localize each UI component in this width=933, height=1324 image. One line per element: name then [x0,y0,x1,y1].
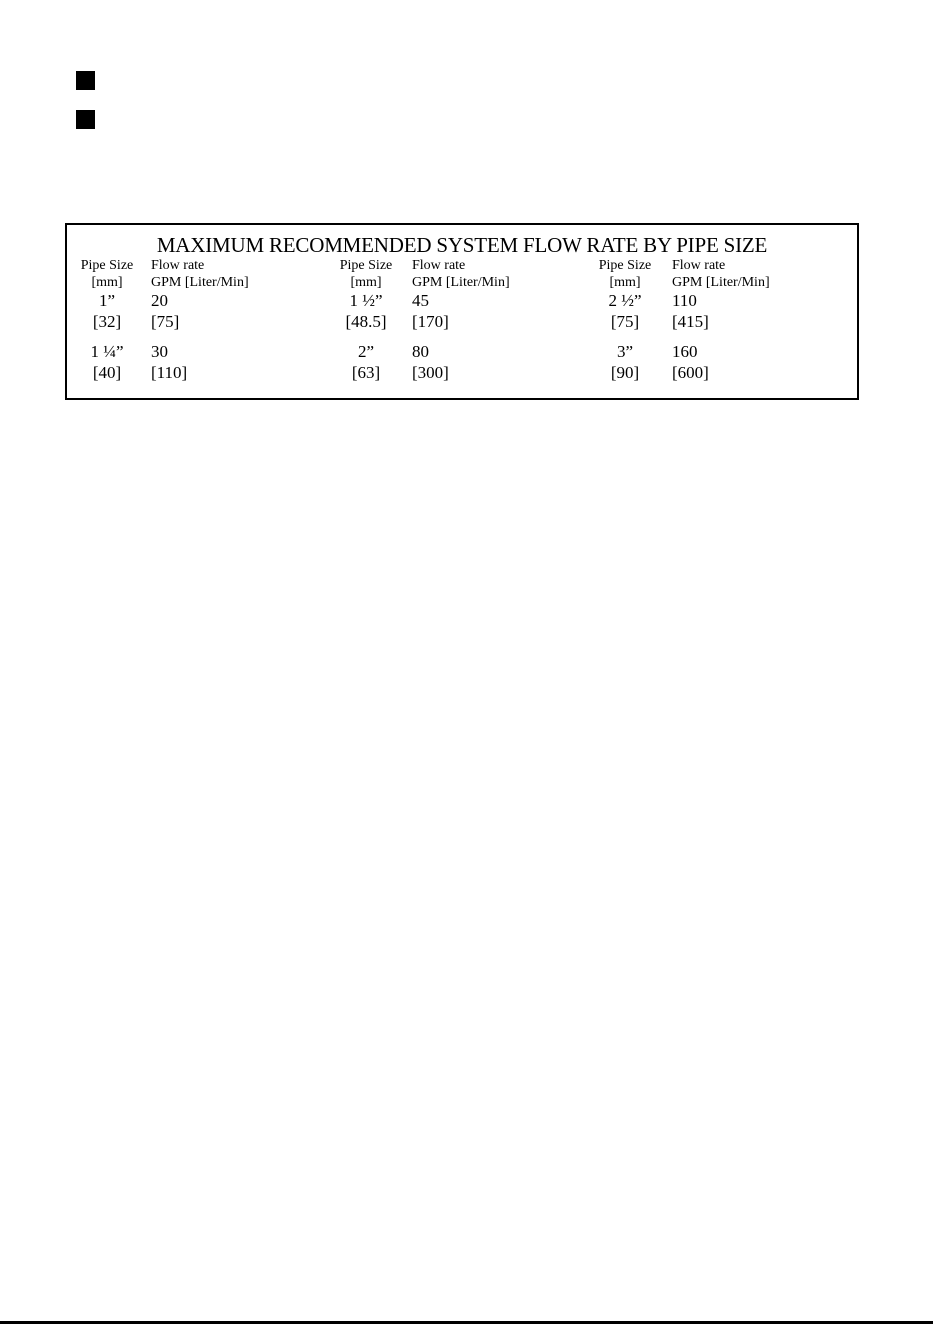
flow-gpm-value: 80 [412,342,429,361]
flow-gpm-value: 110 [672,291,697,310]
flow-rate-unit-header: GPM [Liter/Min] [151,275,249,290]
pipe-size-mm-value: [48.5] [345,312,387,331]
flow-lpm-value: [415] [672,312,709,331]
pipe-size-value: 2” [357,342,375,361]
flow-lpm-value: [110] [151,363,188,382]
pipe-size-value: 2 ½” [608,291,642,310]
pipe-size-mm-value: [75] [610,312,640,331]
pipe-size-unit-header: [mm] [350,275,382,290]
flow-rate-unit-header: GPM [Liter/Min] [412,275,510,290]
pipe-size-value: 1” [98,291,116,310]
pipe-size-unit-header: [mm] [609,275,641,290]
flow-gpm-value: 160 [672,342,698,361]
pipe-size-value: 3” [616,342,634,361]
flow-gpm-value: 30 [151,342,168,361]
flow-rate-header: Flow rate [412,258,466,273]
pipe-size-value: 1 ½” [349,291,383,310]
pipe-size-unit-header: [mm] [91,275,123,290]
flow-lpm-value: [600] [672,363,709,382]
flow-lpm-value: [75] [151,312,180,331]
table-title: MAXIMUM RECOMMENDED SYSTEM FLOW RATE BY PIPE SIZE [156,233,768,257]
flow-rate-header: Flow rate [672,258,726,273]
pipe-size-header: Pipe Size [339,258,393,273]
flow-lpm-value: [170] [412,312,449,331]
pipe-size-mm-value: [90] [610,363,640,382]
pipe-size-header: Pipe Size [80,258,134,273]
flow-rate-header: Flow rate [151,258,205,273]
flow-lpm-value: [300] [412,363,449,382]
bullet-square-icon [76,110,95,129]
pipe-size-value: 1 ¼” [90,342,124,361]
flow-rate-unit-header: GPM [Liter/Min] [672,275,770,290]
flow-gpm-value: 45 [412,291,429,310]
pipe-size-mm-value: [40] [92,363,122,382]
pipe-size-mm-value: [63] [351,363,381,382]
flow-rate-table [65,223,859,400]
pipe-size-mm-value: [32] [92,312,122,331]
flow-gpm-value: 20 [151,291,168,310]
pipe-size-header: Pipe Size [598,258,652,273]
bullet-square-icon [76,71,95,90]
